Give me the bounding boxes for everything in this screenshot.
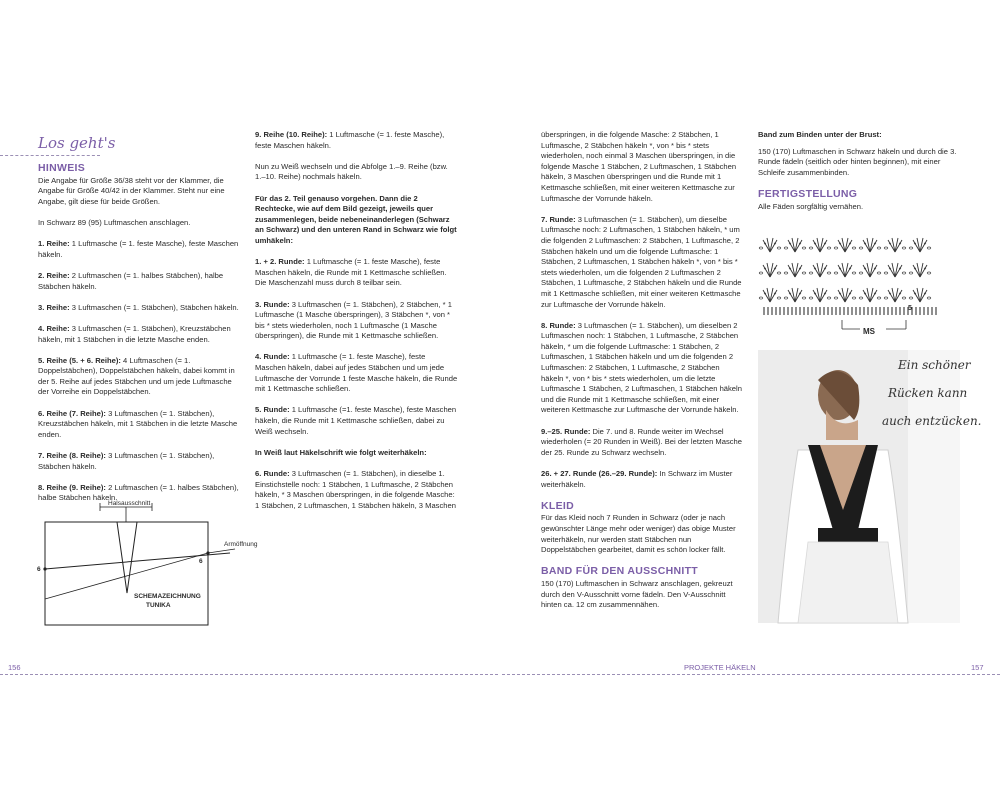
chart-chain (852, 272, 856, 274)
arm-label: Armöffnung (224, 541, 258, 548)
row-label: 2. Reihe: (38, 270, 70, 280)
chart-chain (927, 272, 931, 274)
row-label: 5. Runde: (255, 405, 290, 415)
paragraph: Nun zu Weiß wechseln und die Abfolge 1.–9. Reihe (bzw. 1.–10. Reihe) nochmals häkeln. (255, 161, 448, 182)
row-text: Die 7. und 8. Runde weiter im Wechsel wiederholen (= 20 Runden in Weiß). Bei der letzten Masche der 25. Runde zu Schwarz wechseln. (541, 426, 742, 457)
chart-chain (902, 247, 906, 249)
chart-chain (909, 297, 913, 299)
chart-chain (809, 247, 813, 249)
row-label: 5. Reihe (5. + 6. Reihe): (38, 355, 121, 365)
paragraph: überspringen, in die folgende Masche: 2 Stäbchen, 1 Luftmasche, 2 Stäbchen häkeln *, von * bis * stets wiederholen, noch einmal 3 Maschen überspringen, in die folgende Masche 1 Stäbchen, 2 Luftmaschen, 1 Stäbchen häkeln, 3 Maschen überspringen und die Runde mit 1 Kettmasche schließen, mit einer weiteren Kettmasche zur Luftmasche der Vorrunde häkeln. (541, 130, 737, 203)
kleid-text: Für das Kleid noch 7 Runden in Schwarz (oder je nach gewünschter Länge mehr oder weniger) das obige Muster weiterhäkeln, nur werden statt Stäbchen nun Doppelstäbchen gearbeitet, damit es schön locker fällt. (541, 513, 736, 555)
row-label: 1. + 2. Runde: (255, 257, 305, 267)
footer-divider-left (0, 674, 498, 675)
diagram-caption-line2: TUNIKA (146, 602, 171, 609)
row-text: 3 Luftmaschen (= 1. Stäbchen), Stäbchen häkeln. (38, 451, 215, 471)
paragraph (541, 469, 744, 490)
row-text: 1 Luftmasche (= 1. feste Masche), feste Maschen häkeln, dabei auf jedes Stäbchen und um jede Luftmasche der Vorrunde 1 feste Masche häkeln, die Runde mit 1 Kettmasche schließen. (255, 352, 458, 394)
row-text: 3 Luftmaschen (= 1. Stäbchen), um dieselbe Luftmasche noch: 2 Luftmaschen, 1 Stäbchen häkeln, * um die folgenden 2 Luftmaschen: 2 Stäbchen, 1 Luftmasche, 2 Stäbchen häkeln und um die folgende Luftmasche: 1 Stäbchen, 2 Luftmaschen, 1 Stäbchen häkeln *, von * bis * stets wiederholen, um die folgenden 2 Luftmaschen 2 Stäbchen, 1 Luftmasche, 2 Stäbchen häkeln und die Runde mit 1 Kettmasche schließen, mit einer weiteren Kettmasche zur Luftmasche der Vorrunde häkeln. (541, 214, 742, 309)
chart-chain (884, 272, 888, 274)
row-label: 7. Runde: (541, 214, 576, 224)
diagram-marker-right: 6 (199, 558, 203, 565)
row-text: 3 Luftmaschen (= 1. Stäbchen), Stäbchen häkeln. (69, 302, 239, 312)
row-text: 3 Luftmaschen (= 1. Stäbchen), Kreuzstäbchen häkeln, mit 1 Stäbchen in die letzte Masche enden. (38, 408, 238, 439)
row-text: 3 Luftmaschen (= 1. Stäbchen), 2 Stäbchen, * 1 Luftmasche (1 Masche überspringen), 3 Stäbchen *, von * bis * stets wiederholen, noch 1 Luftmasche (1 Masche überspringen), die Runde mit 1 Kettmasche schließen. (255, 299, 452, 341)
row-text: 1 Luftmasche (= 1. feste Masche), feste Maschen häkeln. (38, 239, 239, 259)
chart-chain (827, 272, 831, 274)
column-3 (541, 130, 744, 621)
schematic-diagram (30, 495, 260, 635)
chart-chain (777, 297, 781, 299)
page-number-left: 156 (8, 663, 21, 672)
row-label: 3. Reihe: (38, 302, 70, 312)
row-label: 8. Runde: (541, 320, 576, 330)
chart-chain (909, 247, 913, 249)
paragraph (255, 130, 458, 151)
paragraph (255, 257, 458, 289)
chart-chain (877, 297, 881, 299)
chart-chain (884, 247, 888, 249)
column-1 (38, 163, 244, 515)
chart-chain (859, 272, 863, 274)
row-instruction (38, 356, 244, 398)
chart-chain (902, 272, 906, 274)
fertigstellung-text: Alle Fäden sorgfältig vernähen. (758, 201, 864, 211)
chart-chain (759, 247, 763, 249)
row-text: 2 Luftmaschen (= 1. halbes Stäbchen), halbe Stäbchen häkeln. (38, 482, 239, 503)
column-2 (255, 130, 458, 522)
chart-chain (834, 247, 838, 249)
diagram-caption (134, 592, 201, 610)
chart-chain (777, 247, 781, 249)
page-number-right: 157 (971, 663, 984, 672)
row-instruction (38, 239, 244, 260)
row-text: 3 Luftmaschen (= 1. Stäbchen), um dieselben 2 Luftmaschen noch: 1 Stäbchen, 1 Luftmasche, 2 Stäbchen häkeln, * um die folgende Luftmasche: 1 Stäbchen, 2 Luftmaschen, 1 Stäbchen häkeln und um die folgenden 2 Luftmaschen: 2 Stäbchen, 1 Luftmasche, 2 Stäbchen häkeln *, von * bis * stets wiederholen, um die letzte Luftmasche 1 Stäbchen, 2 Luftmaschen, 1 Stäbchen häkeln und die Runde mit 1 Kettmasche schließen, mit einer weiteren Kettmasche zur Luftmasche der Vorrunde häkeln. (541, 320, 742, 415)
chart-chain (902, 297, 906, 299)
photo-caption-1: Ein schöner (898, 358, 971, 372)
chart-chain (809, 297, 813, 299)
row-label: 4. Reihe: (38, 323, 70, 333)
hinweis-heading: HINWEIS (38, 162, 86, 174)
paragraph-bold: In Weiß laut Häkelschrift wie folgt weiterhäkeln: (255, 447, 427, 457)
row-instruction (38, 271, 244, 292)
chart-chain (809, 272, 813, 274)
chart-chain (927, 297, 931, 299)
row-label: 7. Reihe (8. Reihe): (38, 451, 106, 461)
diagram-caption-line1: SCHEMAZEICHNUNG (134, 593, 201, 600)
row-label: 1. Reihe: (38, 239, 70, 249)
chart-chain (784, 272, 788, 274)
chart-chain (884, 297, 888, 299)
chart-chain (877, 272, 881, 274)
row-list (38, 239, 244, 504)
photo-caption-2: Rücken kann (888, 386, 968, 400)
row-text: 4 Luftmaschen (= 1. Doppelstäbchen), Doppelstäbchen häkeln, dabei kommt in der 5. Reihe auf jedes Stäbchen und um jede Luftmasche der Vorreihe ein Doppelstäbchen. (38, 355, 235, 397)
row-text: In Schwarz im Muster weiterhäkeln. (541, 469, 733, 489)
diagram-marker-left: 6 (37, 566, 41, 573)
neck-label: Halsausschnitt (108, 500, 151, 507)
band-brust-text: 150 (170) Luftmaschen in Schwarz häkeln und durch die 3. Runde fädeln (seitlich oder hinten beginnen), mit einer Schleife zusammenbinden. (758, 146, 957, 177)
row-text: 2 Luftmaschen (= 1. halbes Stäbchen), halbe Stäbchen häkeln. (38, 270, 224, 291)
chart-chain (909, 272, 913, 274)
row-instruction (38, 451, 244, 472)
chart-chain (784, 247, 788, 249)
chart-chain (827, 297, 831, 299)
chart-ms-label: MS (863, 327, 875, 336)
band-brust-heading: Band zum Binden unter der Brust: (758, 130, 882, 139)
chart-chain (827, 247, 831, 249)
row-label: 9.–25. Runde: (541, 426, 591, 436)
chart-chain (859, 247, 863, 249)
chart-chain (852, 297, 856, 299)
paragraph (541, 321, 744, 416)
chart-chain (877, 247, 881, 249)
row-label: 26. + 27. Runde (26.–29. Runde): (541, 469, 658, 478)
start-instruction: In Schwarz 89 (95) Luftmaschen anschlagen. (38, 217, 191, 227)
row-instruction (38, 303, 244, 314)
paragraph (255, 352, 458, 394)
band-heading: BAND FÜR DEN AUSSCHNITT (541, 565, 699, 578)
row-label: 4. Runde: (255, 352, 290, 362)
paragraph (541, 215, 744, 310)
chart-chain (927, 247, 931, 249)
chart-chain (859, 297, 863, 299)
row-text: 3 Luftmaschen (= 1. Stäbchen), in dieselbe 1. Einstichstelle noch: 1 Stäbchen, 1 Luftmasche, 2 Stäbchen häkeln, * 3 Maschen überspringen, in die folgende Masche: 1 Stäbchen, 2 Luftmaschen, 1 Stäbchen häkeln, 3 Maschen (255, 469, 456, 510)
photo-caption-3: auch entzücken. (882, 414, 982, 428)
band-text: 150 (170) Luftmaschen in Schwarz anschlagen, gekreuzt durch den V-Ausschnitt vorne fädeln. Den V-Ausschnitt hinten ca. 12 cm zusammennähen. (541, 578, 733, 610)
paragraph-bold: Für das 2. Teil genauso vorgehen. Dann die 2 Rechtecke, wie auf dem Bild gezeigt, jeweils quer zusammenlegen, beide nebeneinanderlegen (Schwarz an Schwarz) und den unteren Rand in Schwarz wie folgt umhäkeln: (255, 193, 457, 245)
crochet-chart (760, 230, 960, 340)
chart-chain (759, 272, 763, 274)
chart-row-number: 5 (908, 305, 912, 312)
chart-chain (802, 272, 806, 274)
row-text: 3 Luftmaschen (= 1. Stäbchen), Kreuzstäbchen häkeln, mit 1 Stäbchen in die letzte Masche enden. (38, 323, 231, 344)
chart-chain (834, 272, 838, 274)
row-instruction (38, 324, 244, 345)
column-4 (758, 130, 962, 223)
row-label: 8. Reihe (9. Reihe): (38, 482, 106, 492)
chart-chain (834, 297, 838, 299)
chart-chain (852, 247, 856, 249)
kleid-heading: KLEID (541, 499, 574, 512)
paragraph (255, 300, 458, 342)
photo-model (758, 350, 982, 623)
row-text: 1 Luftmasche (=1. feste Masche), feste Maschen häkeln, die Runde mit 1 Kettmasche schließen, dabei zu Weiß wechseln. (255, 405, 457, 436)
chart-chain (759, 297, 763, 299)
chart-chain (802, 297, 806, 299)
chart-chain (777, 272, 781, 274)
hinweis-text: Die Angabe für Größe 36/38 steht vor der Klammer, die Angabe für Größe 40/42 in der Klammer. Steht nur eine Angabe, gilt diese für beide Größen. (38, 175, 225, 206)
paragraph (255, 405, 458, 437)
page-title: Los geht's (38, 134, 116, 152)
row-instruction (38, 409, 244, 441)
chart-chain (802, 247, 806, 249)
footer-divider-right (502, 674, 1000, 675)
row-label: 6. Reihe (7. Reihe): (38, 408, 106, 418)
row-label: 6. Runde: (255, 469, 290, 478)
row-label: 9. Reihe (10. Reihe): (255, 130, 328, 139)
title-divider (0, 155, 100, 156)
row-text: 1 Luftmasche (= 1. feste Masche), feste Maschen häkeln. (255, 130, 445, 150)
chart-chain (784, 297, 788, 299)
row-text: 1 Luftmasche (= 1. feste Masche), feste Maschen häkeln, die Runde mit 1 Kettmasche schließen. Die Maschenzahl muss durch 8 teilbar sein. (255, 257, 447, 288)
fertigstellung-heading: FERTIGSTELLUNG (758, 187, 858, 200)
row-label: 3. Runde: (255, 299, 290, 309)
paragraph (541, 427, 744, 459)
paragraph (255, 469, 458, 511)
footer-section-label: PROJEKTE HÄKELN (684, 663, 756, 672)
